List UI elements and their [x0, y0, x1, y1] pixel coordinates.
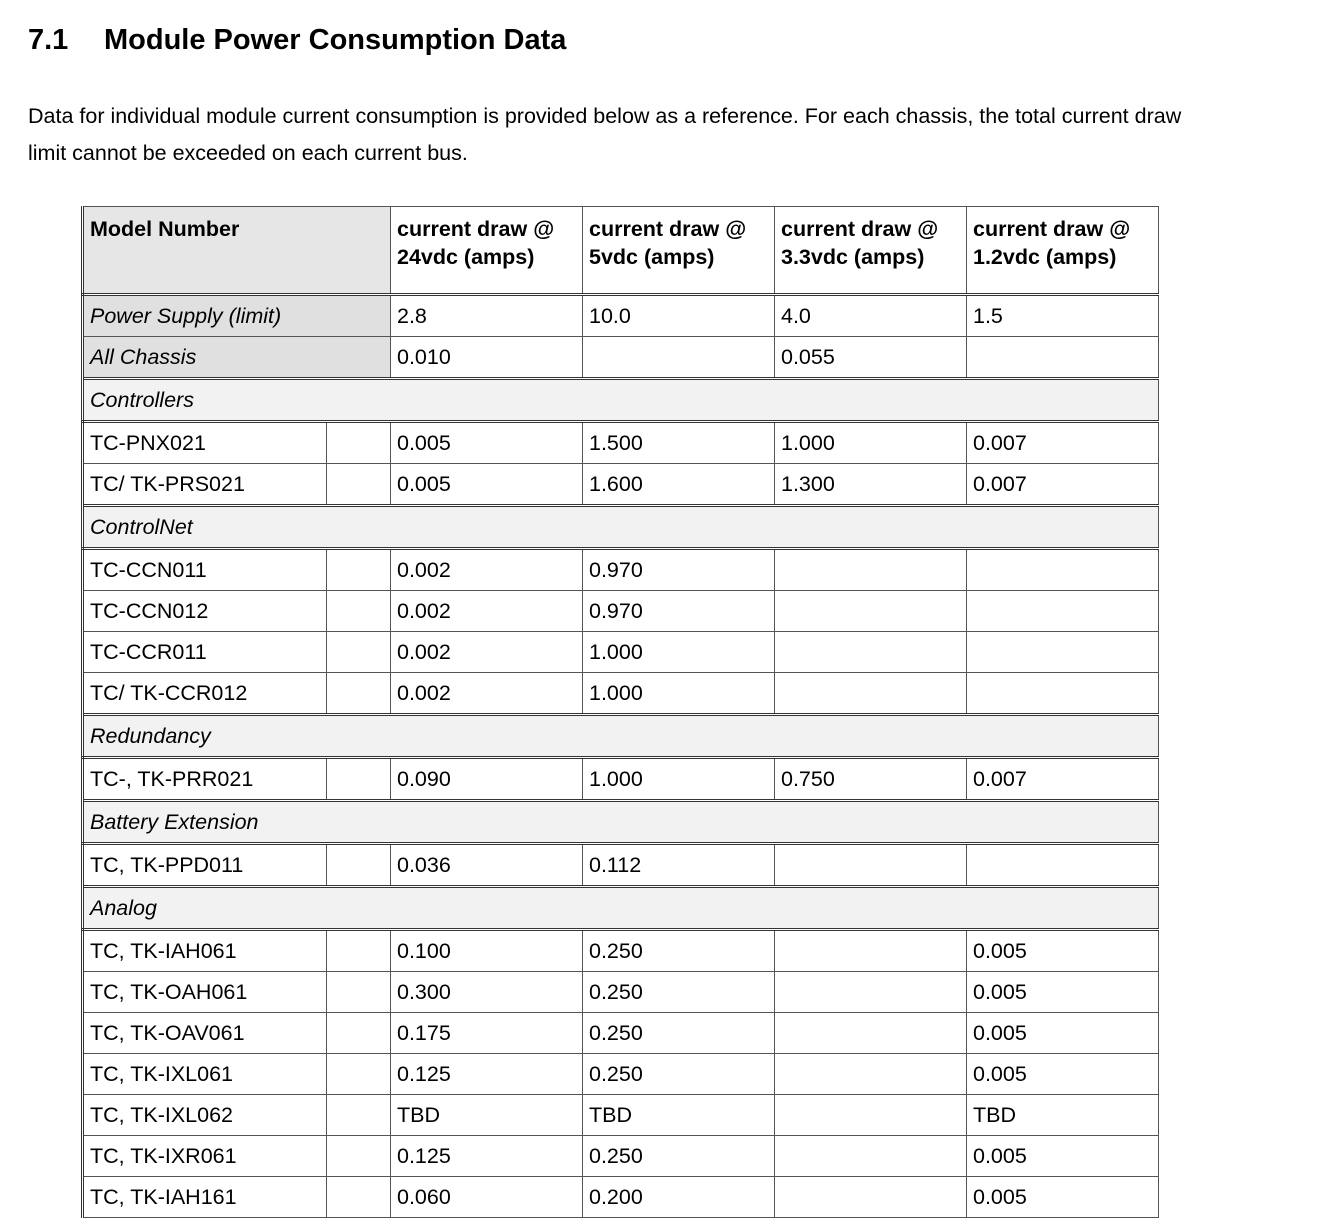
cell-24vdc: 0.125 — [391, 1136, 583, 1177]
cell-24vdc: 0.060 — [391, 1177, 583, 1218]
cell-5vdc: 0.250 — [583, 972, 775, 1013]
cell-24vdc: TBD — [391, 1095, 583, 1136]
section-number: 7.1 — [28, 24, 69, 56]
power-consumption-table — [81, 206, 1159, 1218]
blank-cell — [327, 1095, 391, 1136]
cell-24vdc: 0.005 — [391, 422, 583, 464]
cell-5vdc: 0.112 — [583, 844, 775, 887]
cell-5vdc: 0.970 — [583, 591, 775, 632]
cell-24vdc: 0.036 — [391, 844, 583, 887]
cell-5vdc: TBD — [583, 1095, 775, 1136]
cell-3-3vdc: 0.750 — [775, 758, 967, 801]
cell-1-2vdc: TBD — [967, 1095, 1159, 1136]
table-row — [83, 673, 1159, 715]
category-row — [83, 887, 1159, 930]
table-row — [83, 972, 1159, 1013]
table-row — [83, 930, 1159, 972]
cell-3-3vdc: 1.000 — [775, 422, 967, 464]
blank-cell — [327, 1054, 391, 1095]
cell-24vdc: 2.8 — [391, 295, 583, 337]
cell-5vdc — [583, 337, 775, 379]
cell-3-3vdc — [775, 1054, 967, 1095]
category-label: Analog — [83, 887, 1159, 930]
blank-cell — [327, 422, 391, 464]
cell-3-3vdc — [775, 591, 967, 632]
limit-row — [83, 337, 1159, 379]
table-row — [83, 758, 1159, 801]
model-number-cell: TC, TK-IXL061 — [83, 1054, 327, 1095]
category-row — [83, 715, 1159, 758]
blank-cell — [327, 972, 391, 1013]
cell-1-2vdc — [967, 844, 1159, 887]
cell-5vdc: 10.0 — [583, 295, 775, 337]
limit-row — [83, 295, 1159, 337]
cell-3-3vdc — [775, 1013, 967, 1054]
model-number-cell: TC, TK-IXL062 — [83, 1095, 327, 1136]
cell-24vdc: 0.002 — [391, 591, 583, 632]
table-row — [83, 1013, 1159, 1054]
cell-24vdc: 0.175 — [391, 1013, 583, 1054]
blank-cell — [327, 1136, 391, 1177]
table-row — [83, 1054, 1159, 1095]
header-model-number: Model Number — [83, 207, 391, 295]
cell-1-2vdc — [967, 632, 1159, 673]
category-label: Redundancy — [83, 715, 1159, 758]
table-row — [83, 844, 1159, 887]
cell-1-2vdc: 0.005 — [967, 1013, 1159, 1054]
cell-24vdc: 0.002 — [391, 632, 583, 673]
model-number-cell: TC, TK-OAH061 — [83, 972, 327, 1013]
table-row — [83, 1136, 1159, 1177]
blank-cell — [327, 758, 391, 801]
cell-24vdc: 0.100 — [391, 930, 583, 972]
cell-5vdc: 1.000 — [583, 758, 775, 801]
table-row — [83, 464, 1159, 506]
cell-3-3vdc — [775, 1136, 967, 1177]
limit-row-label: Power Supply (limit) — [83, 295, 391, 337]
table-row — [83, 1177, 1159, 1218]
intro-paragraph — [28, 98, 1324, 172]
model-number-cell: TC, TK-IAH061 — [83, 930, 327, 972]
cell-3-3vdc: 1.300 — [775, 464, 967, 506]
cell-3-3vdc: 0.055 — [775, 337, 967, 379]
blank-cell — [327, 464, 391, 506]
cell-1-2vdc — [967, 673, 1159, 715]
model-number-cell: TC, TK-OAV061 — [83, 1013, 327, 1054]
category-row — [83, 379, 1159, 422]
model-number-cell: TC-, TK-PRR021 — [83, 758, 327, 801]
cell-3-3vdc — [775, 549, 967, 591]
category-row — [83, 801, 1159, 844]
cell-3-3vdc — [775, 1177, 967, 1218]
cell-1-2vdc: 0.007 — [967, 464, 1159, 506]
cell-1-2vdc — [967, 591, 1159, 632]
intro-line-2: limit cannot be exceeded on each current bus. — [28, 141, 468, 165]
blank-cell — [327, 591, 391, 632]
header-24vdc: current draw @ 24vdc (amps) — [391, 207, 583, 295]
model-number-cell: TC-PNX021 — [83, 422, 327, 464]
cell-1-2vdc: 0.005 — [967, 930, 1159, 972]
table-row — [83, 632, 1159, 673]
cell-5vdc: 1.600 — [583, 464, 775, 506]
cell-5vdc: 0.200 — [583, 1177, 775, 1218]
cell-3-3vdc — [775, 673, 967, 715]
blank-cell — [327, 1013, 391, 1054]
cell-5vdc: 0.250 — [583, 1054, 775, 1095]
blank-cell — [327, 632, 391, 673]
cell-5vdc: 1.000 — [583, 673, 775, 715]
cell-3-3vdc — [775, 930, 967, 972]
cell-1-2vdc: 0.005 — [967, 1177, 1159, 1218]
model-number-cell: TC-CCN011 — [83, 549, 327, 591]
blank-cell — [327, 844, 391, 887]
cell-24vdc: 0.090 — [391, 758, 583, 801]
cell-24vdc: 0.300 — [391, 972, 583, 1013]
section-title: Module Power Consumption Data — [104, 24, 567, 56]
header-1-2vdc: current draw @ 1.2vdc (amps) — [967, 207, 1159, 295]
cell-3-3vdc — [775, 844, 967, 887]
cell-1-2vdc — [967, 337, 1159, 379]
cell-5vdc: 1.500 — [583, 422, 775, 464]
cell-5vdc: 0.250 — [583, 1136, 775, 1177]
section-heading — [28, 24, 566, 57]
cell-24vdc: 0.125 — [391, 1054, 583, 1095]
cell-24vdc: 0.002 — [391, 549, 583, 591]
cell-1-2vdc: 0.005 — [967, 1054, 1159, 1095]
cell-1-2vdc: 0.007 — [967, 758, 1159, 801]
table-header-row — [83, 207, 1159, 295]
category-row — [83, 506, 1159, 549]
cell-24vdc: 0.010 — [391, 337, 583, 379]
model-number-cell: TC/ TK-PRS021 — [83, 464, 327, 506]
cell-3-3vdc — [775, 632, 967, 673]
cell-5vdc: 0.250 — [583, 1013, 775, 1054]
cell-5vdc: 0.970 — [583, 549, 775, 591]
header-3-3vdc: current draw @ 3.3vdc (amps) — [775, 207, 967, 295]
cell-24vdc: 0.002 — [391, 673, 583, 715]
blank-cell — [327, 1177, 391, 1218]
blank-cell — [327, 673, 391, 715]
model-number-cell: TC, TK-IAH161 — [83, 1177, 327, 1218]
table-row — [83, 549, 1159, 591]
header-5vdc: current draw @ 5vdc (amps) — [583, 207, 775, 295]
model-number-cell: TC, TK-IXR061 — [83, 1136, 327, 1177]
cell-1-2vdc — [967, 549, 1159, 591]
cell-5vdc: 1.000 — [583, 632, 775, 673]
model-number-cell: TC-CCR011 — [83, 632, 327, 673]
blank-cell — [327, 930, 391, 972]
table-row — [83, 422, 1159, 464]
blank-cell — [327, 549, 391, 591]
cell-3-3vdc — [775, 1095, 967, 1136]
category-label: ControlNet — [83, 506, 1159, 549]
table-row — [83, 1095, 1159, 1136]
model-number-cell: TC-CCN012 — [83, 591, 327, 632]
model-number-cell: TC, TK-PPD011 — [83, 844, 327, 887]
table-row — [83, 591, 1159, 632]
cell-3-3vdc — [775, 972, 967, 1013]
limit-row-label: All Chassis — [83, 337, 391, 379]
category-label: Controllers — [83, 379, 1159, 422]
cell-1-2vdc: 0.005 — [967, 1136, 1159, 1177]
category-label: Battery Extension — [83, 801, 1159, 844]
cell-1-2vdc: 0.007 — [967, 422, 1159, 464]
cell-1-2vdc: 1.5 — [967, 295, 1159, 337]
model-number-cell: TC/ TK-CCR012 — [83, 673, 327, 715]
cell-1-2vdc: 0.005 — [967, 972, 1159, 1013]
intro-line-1: Data for individual module current consumption is provided below as a reference. For each chassis, the total current draw — [28, 104, 1182, 128]
cell-24vdc: 0.005 — [391, 464, 583, 506]
cell-3-3vdc: 4.0 — [775, 295, 967, 337]
cell-5vdc: 0.250 — [583, 930, 775, 972]
